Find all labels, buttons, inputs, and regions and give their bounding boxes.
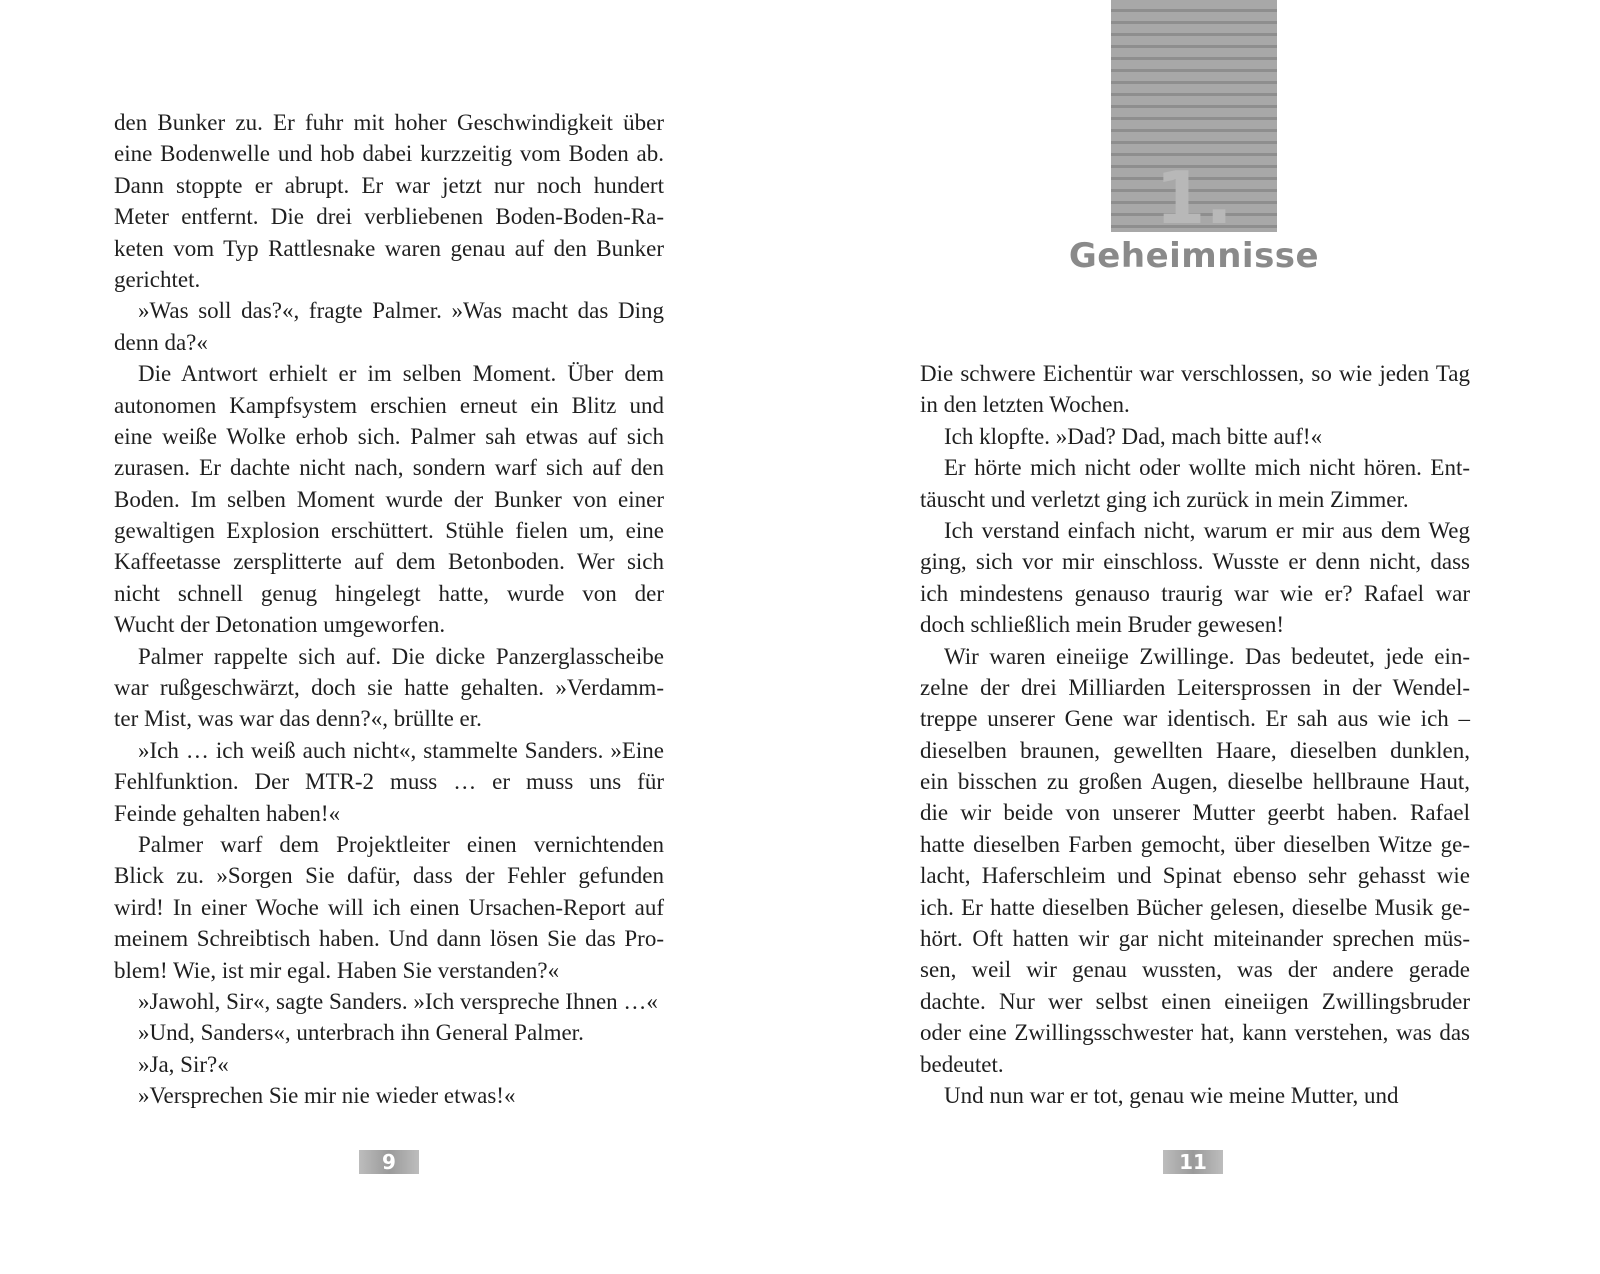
left-page-text <box>114 107 664 1112</box>
text-line: keten vom Typ Rattlesnake waren genau auf den Bunker <box>114 235 664 261</box>
text-line: bedeutet. <box>920 1051 1004 1077</box>
text-line: Und nun war er tot, genau wie meine Mutter, und <box>944 1082 1399 1108</box>
text-line: zelne der drei Milliarden Leitersprossen in der Wendel- <box>920 674 1470 700</box>
text-line: Kaffeetasse zersplitterte auf dem Betonboden. Wer sich <box>114 549 664 575</box>
text-line: hatte dieselben Farben gemocht, über dieselben Witze ge- <box>920 831 1470 857</box>
chapter-title: Geheimnisse <box>1068 236 1320 276</box>
text-line: Ich klopfte. »Dad? Dad, mach bitte auf!« <box>944 423 1323 449</box>
page-number-right: 11 <box>1163 1150 1223 1174</box>
text-line: autonomen Kampfsystem erschien erneut ein Blitz und <box>114 392 664 418</box>
text-line: ging, sich vor mir einschloss. Wusste er denn nicht, dass <box>920 549 1470 575</box>
text-line: »Und, Sanders«, unterbrach ihn General Palmer. <box>138 1020 584 1046</box>
text-line: Blick zu. »Sorgen Sie dafür, dass der Fehler gefunden <box>114 863 664 889</box>
text-line: nicht schnell genug hingelegt hatte, wurde von der <box>114 580 664 606</box>
text-line: ter Mist, was war das denn?«, brüllte er. <box>114 706 482 732</box>
text-line: zurasen. Er dachte nicht nach, sondern warf sich auf den <box>114 455 664 481</box>
text-line: »Versprechen Sie mir nie wieder etwas!« <box>138 1083 516 1109</box>
text-line: »Ich … ich weiß auch nicht«, stammelte Sanders. »Eine <box>138 737 664 763</box>
text-line: Dann stoppte er abrupt. Er war jetzt nur noch hundert <box>114 172 664 198</box>
text-line: Boden. Im selben Moment wurde der Bunker von einer <box>114 486 664 512</box>
text-line: lacht, Haferschleim und Spinat ebenso sehr gehasst wie <box>920 863 1470 889</box>
text-line: Palmer warf dem Projektleiter einen vernichtenden <box>138 831 664 857</box>
text-line: meinem Schreibtisch haben. Und dann lösen Sie das Pro- <box>114 926 664 952</box>
text-line: die wir beide von unserer Mutter geerbt haben. Rafael <box>920 800 1470 826</box>
right-page-text <box>920 358 1470 1111</box>
text-line: Palmer rappelte sich auf. Die dicke Panzerglasscheibe <box>138 643 664 669</box>
text-line: Die Antwort erhielt er im selben Moment. Über dem <box>138 361 664 387</box>
text-line: »Was soll das?«, fragte Palmer. »Was macht das Ding <box>138 298 664 324</box>
text-line: Wir waren eineiige Zwillinge. Das bedeutet, jede ein- <box>944 643 1470 669</box>
text-line: eine weiße Wolke erhob sich. Palmer sah etwas auf sich <box>114 423 664 449</box>
text-line: denn da?« <box>114 329 208 355</box>
text-line: Er hörte mich nicht oder wollte mich nicht hören. Ent- <box>944 455 1470 481</box>
text-line: oder eine Zwillingsschwester hat, kann verstehen, was das <box>920 1020 1470 1046</box>
text-line: Fehlfunktion. Der MTR-2 muss … er muss uns für <box>114 769 664 795</box>
text-line: Meter entfernt. Die drei verbliebenen Boden-Boden-Ra- <box>114 204 664 230</box>
right-page <box>800 0 1600 1274</box>
text-line: sen, weil wir genau wussten, was der andere gerade <box>920 957 1470 983</box>
text-line: Feinde gehalten haben!« <box>114 800 341 826</box>
text-line: gerichtet. <box>114 266 201 292</box>
text-line: gewaltigen Explosion erschüttert. Stühle fielen um, eine <box>114 518 664 544</box>
page-number-left: 9 <box>359 1150 419 1174</box>
text-line: »Jawohl, Sir«, sagte Sanders. »Ich verspreche Ihnen …« <box>138 988 658 1014</box>
text-line: in den letzten Wochen. <box>920 392 1130 418</box>
text-line: ich. Er hatte dieselben Bücher gelesen, dieselbe Musik ge- <box>920 894 1470 920</box>
text-line: den Bunker zu. Er fuhr mit hoher Geschwindigkeit über <box>114 110 664 135</box>
text-line: dieselben braunen, gewellten Haare, dieselben dunklen, <box>920 737 1470 763</box>
text-line: wird! In einer Woche will ich einen Ursachen-Report auf <box>114 894 664 920</box>
text-line: ich mindestens genauso traurig war wie er? Rafael war <box>920 580 1470 606</box>
chapter-number: 1. <box>1155 156 1233 240</box>
text-line: war rußgeschwärzt, doch sie hatte gehalten. »Verdamm- <box>114 675 664 701</box>
text-line: ein bisschen zu großen Augen, dieselbe hellbraune Haut, <box>920 769 1470 795</box>
text-line: blem! Wie, ist mir egal. Haben Sie verstanden?« <box>114 957 560 983</box>
text-line: dachte. Nur wer selbst einen eineiigen Zwillingsbruder <box>920 988 1470 1014</box>
text-line: Ich verstand einfach nicht, warum er mir aus dem Weg <box>944 517 1470 543</box>
text-line: Die schwere Eichentür war verschlossen, so wie jeden Tag <box>920 361 1470 386</box>
text-line: doch schließlich mein Bruder gewesen! <box>920 612 1285 638</box>
text-line: eine Bodenwelle und hob dabei kurzzeitig vom Boden ab. <box>114 141 664 167</box>
text-line: »Ja, Sir?« <box>138 1051 229 1077</box>
text-line: Wucht der Detonation umgeworfen. <box>114 612 446 638</box>
text-line: täuscht und verletzt ging ich zurück in mein Zimmer. <box>920 486 1409 512</box>
text-line: treppe unserer Gene war identisch. Er sah aus wie ich – <box>920 706 1470 732</box>
text-line: hört. Oft hatten wir gar nicht miteinander sprechen müs- <box>920 926 1470 952</box>
